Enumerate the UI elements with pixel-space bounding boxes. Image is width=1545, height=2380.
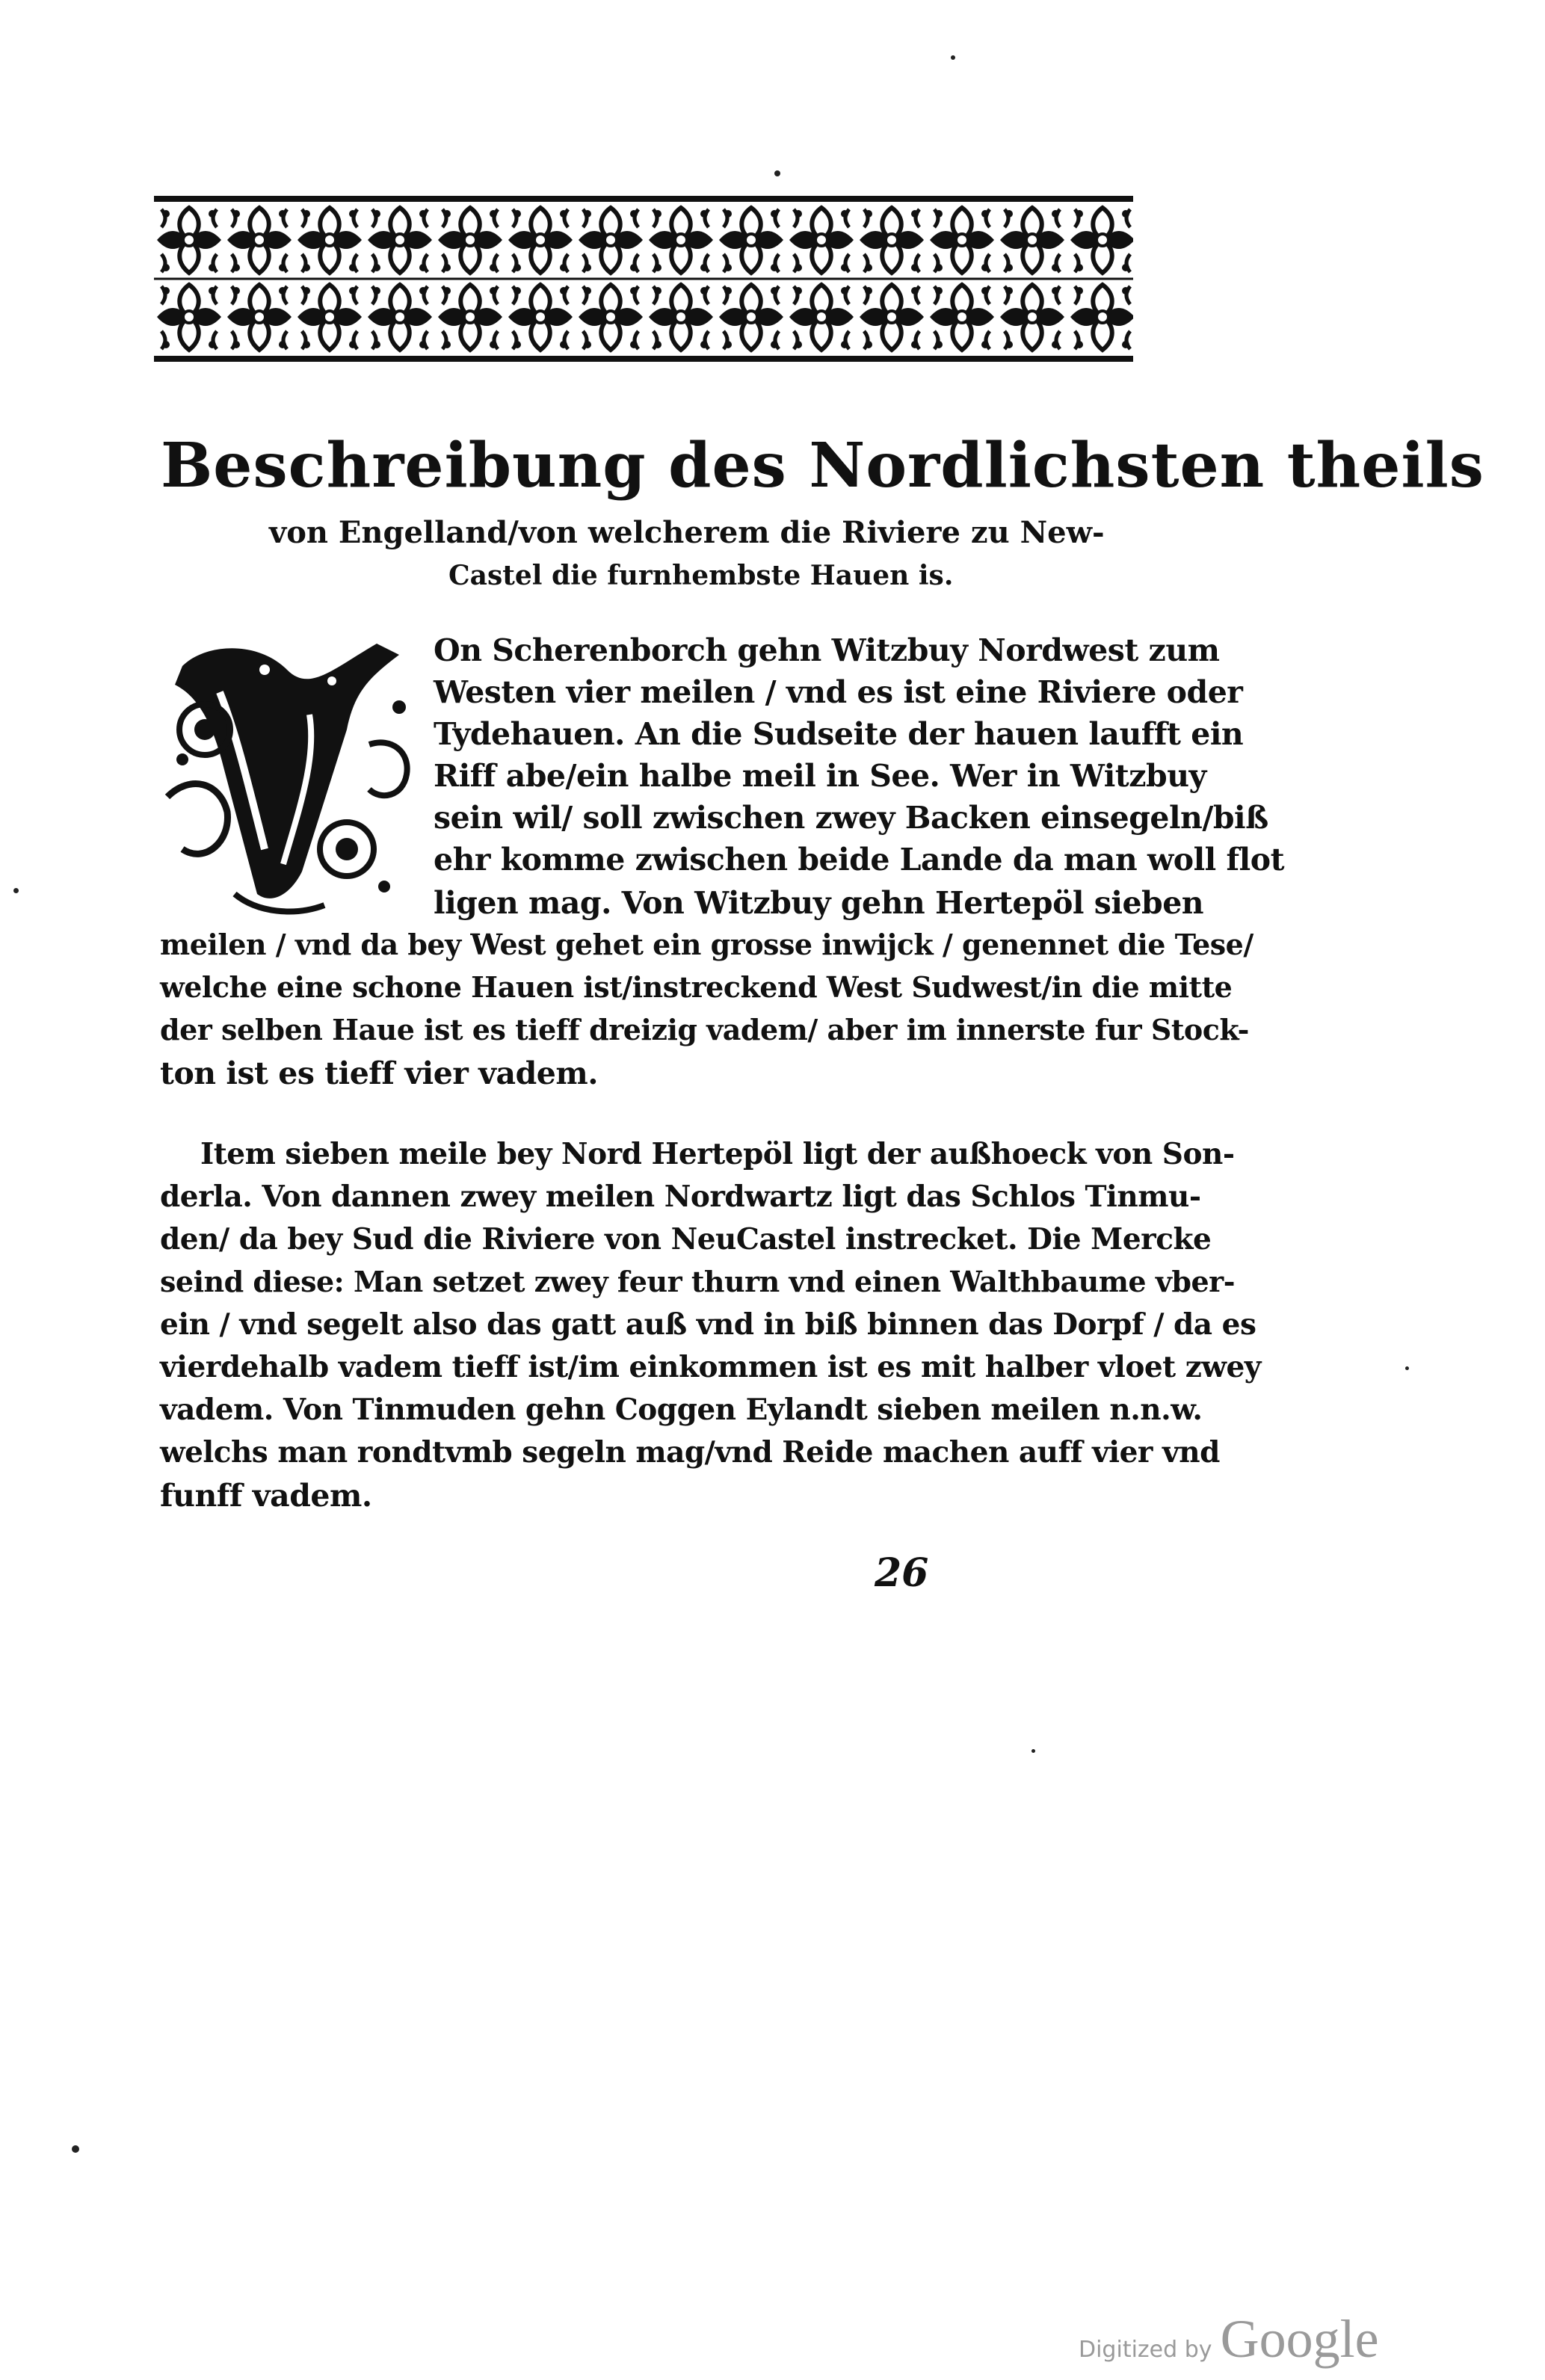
subtitle-line-1: von Engelland/von welcherem die Riviere zu New- — [269, 515, 1105, 550]
digitized-by-google-watermark — [1079, 2308, 1379, 2370]
text-line: Item sieben meile bey Nord Hertepöl ligt der außhoeck von Son- — [200, 1137, 1235, 1171]
google-logo: Google — [1220, 2309, 1379, 2369]
text-line: Westen vier meilen / vnd es ist eine Riviere oder — [434, 674, 1243, 710]
text-line: ein / vnd segelt also das gatt auß vnd in biß binnen das Dorpf / da es — [160, 1307, 1256, 1342]
text-line: sein wil/ soll zwischen zwey Backen einsegeln/biß — [434, 800, 1268, 836]
decorated-initial-v-icon — [160, 625, 422, 920]
text-line: der selben Haue ist es tieff dreizig vadem/ aber im innerste fur Stock- — [160, 1013, 1249, 1046]
page-title: Beschreibung des Nordlichsten theils — [161, 430, 1484, 502]
ornament-pattern-icon — [154, 202, 1133, 356]
ink-speck — [774, 170, 780, 176]
text-line: ligen mag. Von Witzbuy gehn Hertepöl sieben — [434, 885, 1204, 921]
text-line: vierdehalb vadem tieff ist/im einkommen ist es mit halber vloet zwey — [160, 1350, 1261, 1384]
text-line: welche eine schone Hauen ist/instreckend West Sudwest/in die mitte — [160, 970, 1233, 1004]
text-line: ton ist es tieff vier vadem. — [160, 1055, 598, 1091]
text-line: Riff abe/ein halbe meil in See. Wer in Witzbuy — [434, 758, 1206, 794]
text-line: vadem. Von Tinmuden gehn Coggen Eylandt sieben meilen n.n.w. — [160, 1393, 1203, 1427]
text-line: derla. Von dannen zwey meilen Nordwartz ligt das Schlos Tinmu- — [160, 1180, 1201, 1214]
text-line: ehr komme zwischen beide Lande da man woll flot — [434, 842, 1285, 878]
page-number: 26 — [875, 1550, 929, 1596]
subtitle-line-2: Castel die furnhembste Hauen is. — [448, 560, 954, 591]
text-line: meilen / vnd da bey West gehet ein grosse inwijck / genennet die Tese/ — [160, 928, 1253, 961]
ink-speck — [951, 55, 955, 60]
ornamental-border-band — [154, 196, 1133, 362]
ink-speck — [13, 888, 19, 893]
ink-speck — [1031, 1749, 1035, 1753]
text-line: den/ da bey Sud die Riviere von NeuCastel instrecket. Die Mercke — [160, 1222, 1212, 1257]
ink-speck — [1405, 1366, 1409, 1370]
text-line: On Scherenborch gehn Witzbuy Nordwest zum — [434, 632, 1220, 668]
text-line: seind diese: Man setzet zwey feur thurn vnd einen Walthbaume vber- — [160, 1265, 1235, 1298]
text-line: funff vadem. — [160, 1478, 372, 1514]
text-line: Tydehauen. An die Sudseite der hauen laufft ein — [434, 716, 1244, 752]
watermark-prefix: Digitized by — [1079, 2337, 1212, 2363]
ink-speck — [72, 2145, 79, 2153]
text-line: welchs man rondtvmb segeln mag/vnd Reide machen auff vier vnd — [160, 1435, 1220, 1470]
